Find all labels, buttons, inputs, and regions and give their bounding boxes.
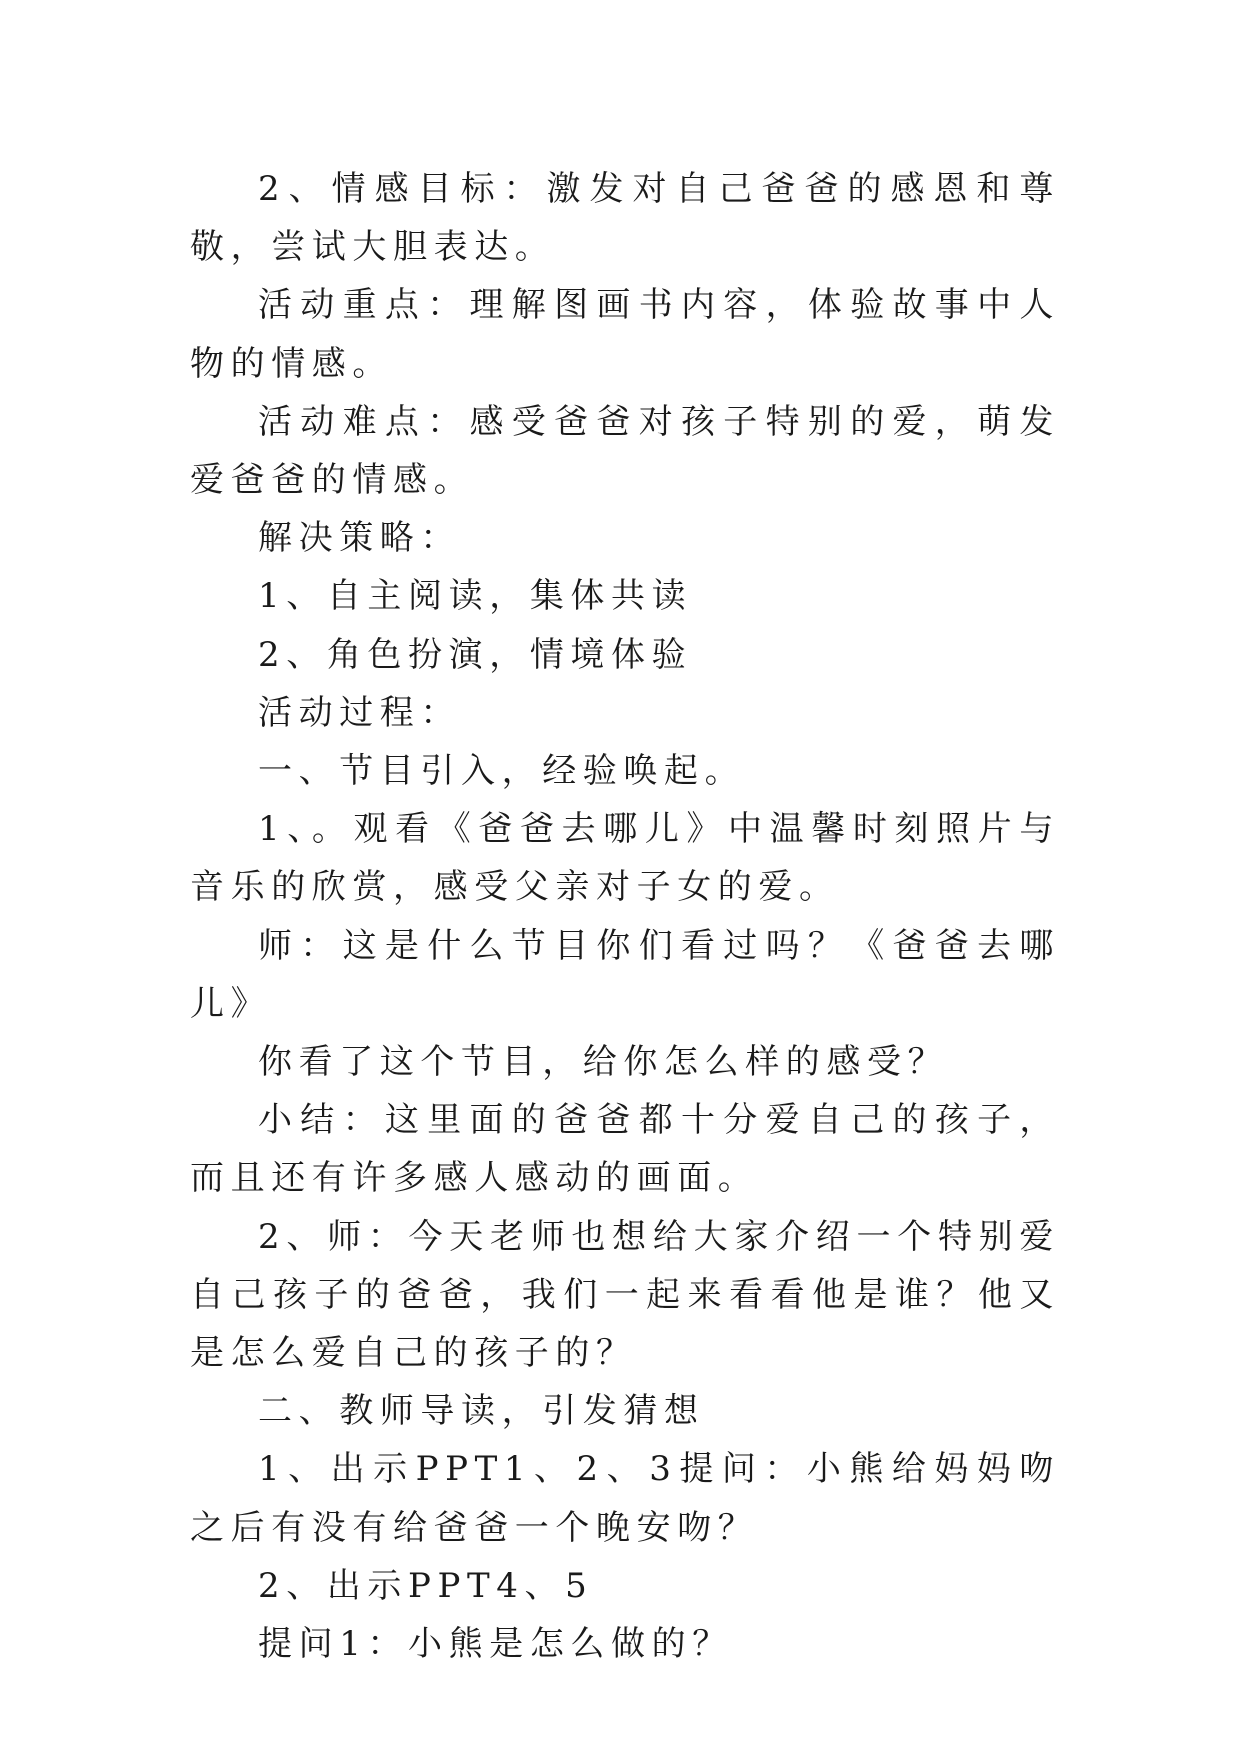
paragraph-emotion-goal: 2、情感目标：激发对自己爸爸的感恩和尊敬，尝试大胆表达。 (190, 169, 1060, 268)
paragraph-ppt-1-3: 1、出示PPT1、2、3提问：小熊给妈妈吻之后有没有给爸爸一个晚安吻？ (190, 1449, 1060, 1548)
paragraph-question-1: 提问1：小熊是怎么做的？ (258, 1624, 733, 1665)
document-body (190, 160, 1060, 1673)
paragraph-step-2-intro: 2、师：今天老师也想给大家介绍一个特别爱自己孩子的爸爸，我们一起来看看他是谁？他又是怎么爱自己的孩子的？ (190, 1216, 1060, 1374)
paragraph-strategy-heading: 解决策略： (258, 518, 461, 559)
paragraph-step-1-watch: 1、。观看《爸爸去哪儿》中温馨时刻照片与音乐的欣赏，感受父亲对子女的爱。 (190, 809, 1060, 908)
paragraph-process-heading: 活动过程： (258, 692, 461, 733)
paragraph-teacher-question: 师：这是什么节目你们看过吗？《爸爸去哪儿》 (190, 925, 1060, 1024)
paragraph-strategy-1: 1、自主阅读，集体共读 (258, 576, 693, 617)
paragraph-feeling-question: 你看了这个节目，给你怎么样的感受？ (258, 1042, 949, 1083)
paragraph-strategy-2: 2、角色扮演，情境体验 (258, 634, 693, 675)
paragraph-activity-focus: 活动重点：理解图画书内容，体验故事中人物的情感。 (190, 285, 1060, 384)
paragraph-activity-difficulty: 活动难点：感受爸爸对孩子特别的爱，萌发爱爸爸的情感。 (190, 401, 1060, 501)
paragraph-section-two-heading: 二、教师导读，引发猜想 (258, 1391, 705, 1432)
paragraph-section-one-heading: 一、节目引入，经验唤起。 (258, 751, 746, 792)
paragraph-ppt-4-5: 2、出示PPT4、5 (258, 1565, 594, 1606)
paragraph-summary: 小结：这里面的爸爸都十分爱自己的孩子，而且还有许多感人感动的画面。 (190, 1100, 1060, 1199)
